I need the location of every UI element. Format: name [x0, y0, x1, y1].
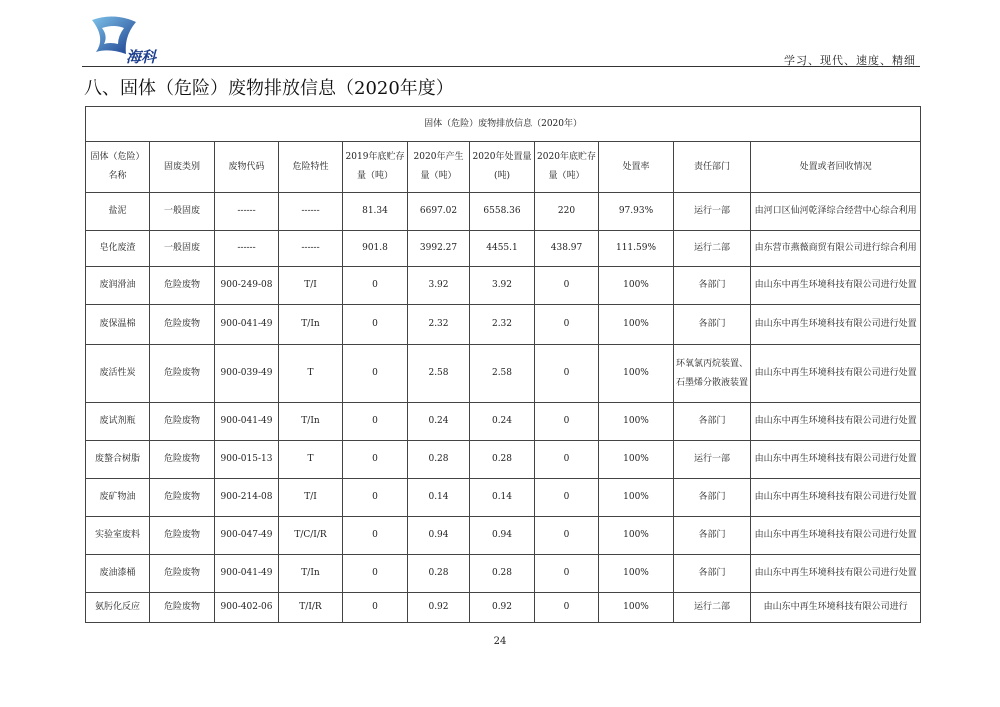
- table-cell: 废润滑油: [86, 267, 150, 305]
- table-cell: 900-041-49: [215, 403, 279, 441]
- table-cell: T/I/R: [279, 593, 343, 623]
- table-cell: 100%: [599, 479, 674, 517]
- column-header: 处置或者回收情况: [751, 142, 921, 193]
- table-cell: 2.32: [470, 305, 535, 345]
- table-cell: 危险废物: [150, 517, 215, 555]
- table-cell: 900-039-49: [215, 345, 279, 403]
- table-cell: 900-015-13: [215, 441, 279, 479]
- table-cell: 100%: [599, 305, 674, 345]
- section-title: 八、固体（危险）废物排放信息（2020年度）: [84, 78, 454, 99]
- table-cell: 废试剂瓶: [86, 403, 150, 441]
- table-cell: 危险废物: [150, 305, 215, 345]
- table-cell: 100%: [599, 267, 674, 305]
- table-cell: T/In: [279, 305, 343, 345]
- table-cell: 2.32: [408, 305, 470, 345]
- table-cell: 900-041-49: [215, 305, 279, 345]
- table-cell: 0: [343, 555, 408, 593]
- table-cell: 0.24: [408, 403, 470, 441]
- table-cell: 由山东中再生环境科技有限公司进行处置: [751, 267, 921, 305]
- table-cell: 6697.02: [408, 193, 470, 231]
- table-cell: 一般固废: [150, 231, 215, 267]
- table-cell: 0.92: [408, 593, 470, 623]
- table-cell: 81.34: [343, 193, 408, 231]
- table-cell: 皂化废渣: [86, 231, 150, 267]
- table-cell: 0.92: [470, 593, 535, 623]
- table-cell: 100%: [599, 517, 674, 555]
- column-header: 固体（危险）名称: [86, 142, 150, 193]
- column-header: 2020年底贮存量（吨）: [535, 142, 599, 193]
- table-cell: 3992.27: [408, 231, 470, 267]
- table-cell: 0.28: [408, 441, 470, 479]
- table-cell: 0: [535, 267, 599, 305]
- table-cell: 0.28: [470, 441, 535, 479]
- table-cell: 900-402-06: [215, 593, 279, 623]
- table-cell: ------: [279, 231, 343, 267]
- table-row: [86, 441, 921, 479]
- table-cell: 4455.1: [470, 231, 535, 267]
- table-cell: 0: [535, 555, 599, 593]
- table-cell: T/C/I/R: [279, 517, 343, 555]
- table-cell: 危险废物: [150, 441, 215, 479]
- table-cell: 0: [535, 479, 599, 517]
- table-cell: 0: [535, 517, 599, 555]
- table-cell: 各部门: [674, 555, 751, 593]
- table-row: [86, 593, 921, 623]
- table-cell: T/I: [279, 267, 343, 305]
- table-cell: 运行二部: [674, 593, 751, 623]
- table-cell: 由山东中再生环境科技有限公司进行处置: [751, 305, 921, 345]
- table-cell: 100%: [599, 441, 674, 479]
- table-cell: 由河口区仙河乾泽综合经营中心综合利用: [751, 193, 921, 231]
- table-cell: 0: [343, 345, 408, 403]
- table-cell: 220: [535, 193, 599, 231]
- table-cell: 900-047-49: [215, 517, 279, 555]
- table-cell: 900-249-08: [215, 267, 279, 305]
- table-cell: T/In: [279, 555, 343, 593]
- table-cell: 运行二部: [674, 231, 751, 267]
- table-cell: 0.28: [408, 555, 470, 593]
- table-row: [86, 305, 921, 345]
- table-cell: ------: [215, 231, 279, 267]
- table-cell: 0: [535, 305, 599, 345]
- column-header: 2019年底贮存量（吨）: [343, 142, 408, 193]
- table-cell: 各部门: [674, 479, 751, 517]
- table-cell: 由山东中再生环境科技有限公司进行处置: [751, 441, 921, 479]
- column-header: 废物代码: [215, 142, 279, 193]
- page-number: 24: [493, 636, 507, 647]
- table-cell: 环氧氯丙烷装置、石墨烯分散液装置: [674, 345, 751, 403]
- header-divider: [82, 66, 920, 67]
- logo-text: 海科: [126, 48, 157, 66]
- table-cell: 0.28: [470, 555, 535, 593]
- table-cell: 由山东中再生环境科技有限公司进行处置: [751, 345, 921, 403]
- table-cell: 0.14: [470, 479, 535, 517]
- table-cell: 废保温棉: [86, 305, 150, 345]
- table-cell: 0: [343, 479, 408, 517]
- table-cell: 0: [343, 305, 408, 345]
- table-cell: 900-041-49: [215, 555, 279, 593]
- table-cell: T: [279, 345, 343, 403]
- table-cell: 0: [535, 345, 599, 403]
- table-row: [86, 517, 921, 555]
- table-cell: 3.92: [470, 267, 535, 305]
- table-header-row: [86, 142, 921, 193]
- table-cell: 0.94: [408, 517, 470, 555]
- table-cell: 废油漆桶: [86, 555, 150, 593]
- table-cell: 氨肟化反应: [86, 593, 150, 623]
- column-header: 固废类别: [150, 142, 215, 193]
- table-cell: 0: [535, 593, 599, 623]
- table-cell: 6558.36: [470, 193, 535, 231]
- waste-emission-table: [85, 106, 921, 623]
- table-caption: 固体（危险）废物排放信息（2020年）: [86, 107, 921, 142]
- table-cell: 危险废物: [150, 345, 215, 403]
- header-motto: 学习、现代、速度、精细: [784, 54, 916, 67]
- table-cell: 由东营市燕薇商贸有限公司进行综合利用: [751, 231, 921, 267]
- table-cell: 各部门: [674, 517, 751, 555]
- table-cell: 由山东中再生环境科技有限公司进行: [751, 593, 921, 623]
- table-cell: 97.93%: [599, 193, 674, 231]
- table-cell: 由山东中再生环境科技有限公司进行处置: [751, 479, 921, 517]
- table-cell: 盐泥: [86, 193, 150, 231]
- table-cell: 0.14: [408, 479, 470, 517]
- table-cell: 0: [343, 593, 408, 623]
- column-header: 处置率: [599, 142, 674, 193]
- table-row: [86, 267, 921, 305]
- table-cell: 危险废物: [150, 403, 215, 441]
- table-cell: 438.97: [535, 231, 599, 267]
- column-header: 2020年处置量(吨): [470, 142, 535, 193]
- table-cell: 0: [343, 267, 408, 305]
- table-cell: 0: [343, 441, 408, 479]
- table-cell: 2.58: [470, 345, 535, 403]
- table-cell: 0: [535, 441, 599, 479]
- table-cell: T: [279, 441, 343, 479]
- table-row: [86, 231, 921, 267]
- table-row: [86, 403, 921, 441]
- table-cell: 2.58: [408, 345, 470, 403]
- table-row: [86, 193, 921, 231]
- table-cell: 3.92: [408, 267, 470, 305]
- table-cell: ------: [279, 193, 343, 231]
- table-cell: 废活性炭: [86, 345, 150, 403]
- column-header: 责任部门: [674, 142, 751, 193]
- table-cell: 900-214-08: [215, 479, 279, 517]
- table-cell: T/I: [279, 479, 343, 517]
- table-cell: 各部门: [674, 267, 751, 305]
- table-cell: 危险废物: [150, 267, 215, 305]
- table-cell: 100%: [599, 555, 674, 593]
- table-row: [86, 479, 921, 517]
- table-cell: 100%: [599, 593, 674, 623]
- table-cell: 由山东中再生环境科技有限公司进行处置: [751, 403, 921, 441]
- column-header: 危险特性: [279, 142, 343, 193]
- table-cell: 一般固废: [150, 193, 215, 231]
- table-cell: 危险废物: [150, 479, 215, 517]
- table-cell: ------: [215, 193, 279, 231]
- table-cell: 0: [343, 517, 408, 555]
- table-cell: 901.8: [343, 231, 408, 267]
- table-cell: 111.59%: [599, 231, 674, 267]
- table-cell: 各部门: [674, 403, 751, 441]
- table-cell: 由山东中再生环境科技有限公司进行处置: [751, 555, 921, 593]
- table-cell: 实验室废料: [86, 517, 150, 555]
- table-cell: 运行一部: [674, 193, 751, 231]
- table-cell: 0: [343, 403, 408, 441]
- table-cell: 废螯合树脂: [86, 441, 150, 479]
- table-cell: 各部门: [674, 305, 751, 345]
- table-cell: 0.94: [470, 517, 535, 555]
- table-row: [86, 345, 921, 403]
- table-cell: 0: [535, 403, 599, 441]
- column-header: 2020年产生量（吨）: [408, 142, 470, 193]
- table-cell: 100%: [599, 403, 674, 441]
- table-cell: 废矿物油: [86, 479, 150, 517]
- table-cell: 危险废物: [150, 555, 215, 593]
- table-cell: 危险废物: [150, 593, 215, 623]
- table-cell: 0.24: [470, 403, 535, 441]
- table-cell: 100%: [599, 345, 674, 403]
- table-cell: 运行一部: [674, 441, 751, 479]
- table-row: [86, 555, 921, 593]
- table-cell: 由山东中再生环境科技有限公司进行处置: [751, 517, 921, 555]
- table-cell: T/In: [279, 403, 343, 441]
